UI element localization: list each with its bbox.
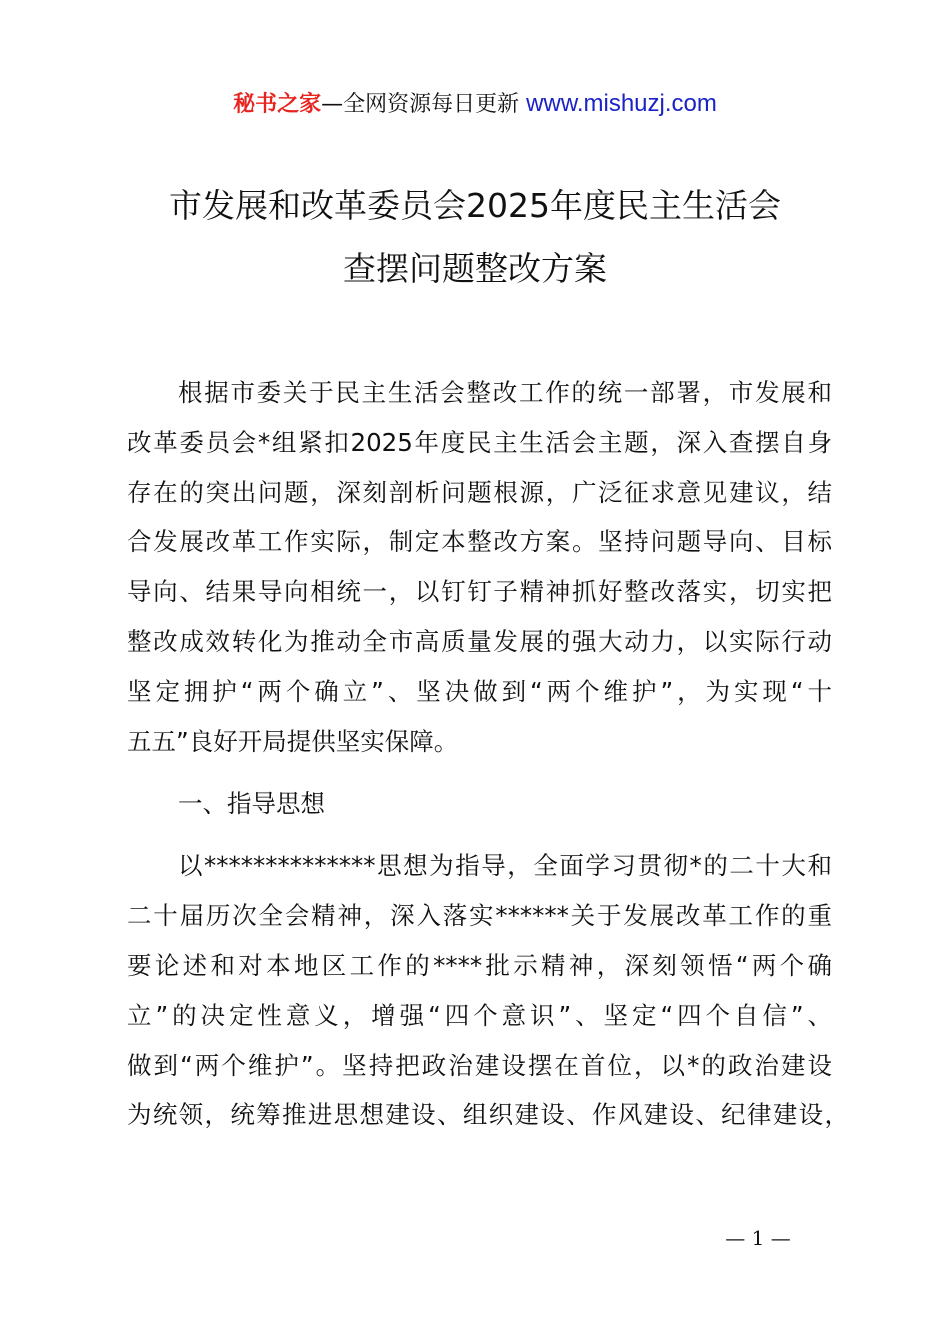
text-line: 为统领，统筹推进思想建设、组织建设、作风建设、纪律建设， (127, 1100, 849, 1129)
text-line: 五五”良好开局提供坚实保障。 (127, 727, 459, 756)
header-tagline: —全网资源每日更新 (321, 92, 527, 117)
text-line: 以**************思想为指导，全面学习贯彻*的二十大和 (178, 851, 832, 880)
text-line: 存在的突出问题，深刻剖析问题根源，广泛征求意见建议，结 (127, 478, 832, 507)
document-title-line-2: 查摆问题整改方案 (343, 249, 607, 288)
text-line: 做到“两个维护”。坚持把政治建设摆在首位，以*的政治建设 (127, 1051, 832, 1080)
section-heading: 一、指导思想 (178, 789, 325, 818)
text-line: 二十届历次全会精神，深入落实******关于发展改革工作的重 (127, 901, 832, 930)
text-line: 坚定拥护“两个确立”、坚决做到“两个维护”，为实现“十 (127, 677, 832, 706)
site-url[interactable]: www.mishuzj.com (526, 90, 717, 117)
text-line: 要论述和对本地区工作的****批示精神，深刻领悟“两个确 (127, 951, 832, 980)
text-line: 导向、结果导向相统一，以钉钉子精神抓好整改落实，切实把 (127, 577, 832, 606)
site-header (0, 88, 950, 121)
page-number: — 1 — (725, 1226, 791, 1250)
text-line: 合发展改革工作实际，制定本整改方案。坚持问题导向、目标 (127, 527, 832, 556)
brand-name: 秘书之家 (233, 92, 322, 117)
text-line: 整改成效转化为推动全市高质量发展的强大动力，以实际行动 (127, 627, 832, 656)
text-line: 根据市委关于民主生活会整改工作的统一部署，市发展和 (178, 378, 832, 407)
text-line: 改革委员会*组紧扣2025年度民主生活会主题，深入查摆自身 (127, 428, 832, 457)
text-line: 立”的决定性意义，增强“四个意识”、坚定“四个自信”、 (127, 1001, 832, 1030)
document-title-line-1: 市发展和改革委员会2025年度民主生活会 (169, 186, 781, 225)
